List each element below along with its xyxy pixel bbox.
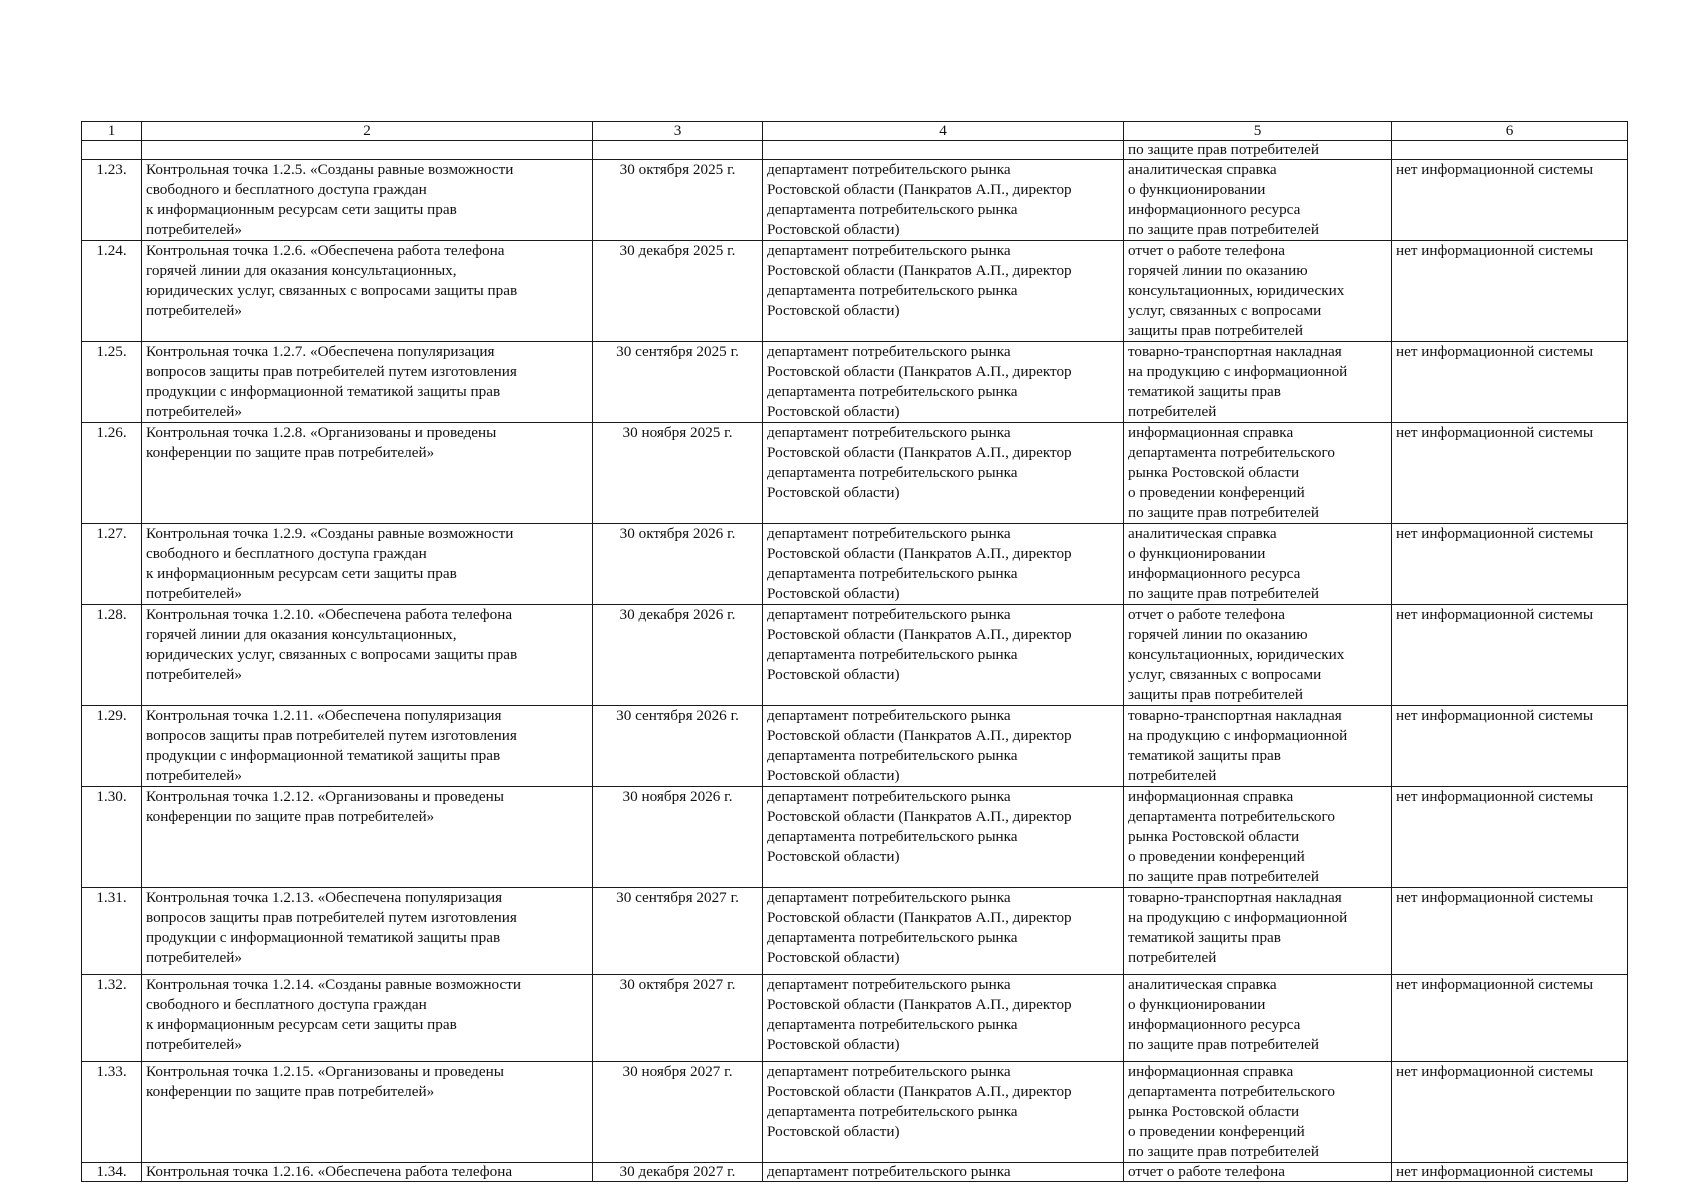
table-row: [82, 241, 1628, 342]
responsible-executor: департамент потребительского рынка Ростовской области (Панкратов А.П., директор департамента потребительского рынка Ростовской области): [763, 706, 1124, 787]
table-row: [82, 1163, 1628, 1182]
row-number: 1.23.: [82, 160, 142, 241]
row-number: 1.27.: [82, 524, 142, 605]
column-number: 5: [1124, 122, 1392, 141]
confirming-document: информационная справка департамента потребительского рынка Ростовской области о проведении конференций по защите прав потребителей: [1124, 423, 1392, 524]
row-number: 1.25.: [82, 342, 142, 423]
information-system: нет информационной системы: [1392, 524, 1628, 605]
deadline-date: 30 ноября 2025 г.: [593, 423, 763, 524]
document-cell: по защите прав потребителей: [1124, 141, 1392, 160]
empty-cell: [82, 141, 142, 160]
responsible-executor: департамент потребительского рынка: [763, 1163, 1124, 1182]
column-number: 1: [82, 122, 142, 141]
table-row: [82, 975, 1628, 1062]
confirming-document: аналитическая справка о функционировании информационного ресурса по защите прав потребителей: [1124, 524, 1392, 605]
table-row: [82, 888, 1628, 975]
empty-cell: [142, 141, 593, 160]
responsible-executor: департамент потребительского рынка Ростовской области (Панкратов А.П., директор департамента потребительского рынка Ростовской области): [763, 975, 1124, 1062]
information-system: нет информационной системы: [1392, 423, 1628, 524]
deadline-date: 30 ноября 2026 г.: [593, 787, 763, 888]
table-row: [82, 605, 1628, 706]
information-system: нет информационной системы: [1392, 1163, 1628, 1182]
confirming-document: информационная справка департамента потребительского рынка Ростовской области о проведении конференций по защите прав потребителей: [1124, 1062, 1392, 1163]
responsible-executor: департамент потребительского рынка Ростовской области (Панкратов А.П., директор департамента потребительского рынка Ростовской области): [763, 423, 1124, 524]
deadline-date: 30 декабря 2025 г.: [593, 241, 763, 342]
control-point-name: Контрольная точка 1.2.13. «Обеспечена популяризация вопросов защиты прав потребителей путем изготовления продукции с информационной тематикой защиты прав потребителей»: [142, 888, 593, 975]
row-number: 1.31.: [82, 888, 142, 975]
control-point-name: Контрольная точка 1.2.5. «Созданы равные возможности свободного и бесплатного доступа граждан к информационным ресурсам сети защиты прав потребителей»: [142, 160, 593, 241]
empty-cell: [593, 141, 763, 160]
row-number: 1.32.: [82, 975, 142, 1062]
control-point-name: Контрольная точка 1.2.6. «Обеспечена работа телефона горячей линии для оказания консультационных, юридических услуг, связанных с вопросами защиты прав потребителей»: [142, 241, 593, 342]
responsible-executor: департамент потребительского рынка Ростовской области (Панкратов А.П., директор департамента потребительского рынка Ростовской области): [763, 524, 1124, 605]
table-row: [82, 787, 1628, 888]
column-number: 4: [763, 122, 1124, 141]
control-point-name: Контрольная точка 1.2.16. «Обеспечена работа телефона: [142, 1163, 593, 1182]
continuation-row: [82, 141, 1628, 160]
responsible-executor: департамент потребительского рынка Ростовской области (Панкратов А.П., директор департамента потребительского рынка Ростовской области): [763, 1062, 1124, 1163]
control-point-name: Контрольная точка 1.2.15. «Организованы и проведены конференции по защите прав потребителей»: [142, 1062, 593, 1163]
information-system: нет информационной системы: [1392, 1062, 1628, 1163]
confirming-document: товарно-транспортная накладная на продукцию с информационной тематикой защиты прав потребителей: [1124, 888, 1392, 975]
deadline-date: 30 декабря 2027 г.: [593, 1163, 763, 1182]
confirming-document: товарно-транспортная накладная на продукцию с информационной тематикой защиты прав потребителей: [1124, 706, 1392, 787]
responsible-executor: департамент потребительского рынка Ростовской области (Панкратов А.П., директор департамента потребительского рынка Ростовской области): [763, 888, 1124, 975]
confirming-document: аналитическая справка о функционировании информационного ресурса по защите прав потребителей: [1124, 975, 1392, 1062]
information-system: нет информационной системы: [1392, 888, 1628, 975]
responsible-executor: департамент потребительского рынка Ростовской области (Панкратов А.П., директор департамента потребительского рынка Ростовской области): [763, 241, 1124, 342]
control-point-name: Контрольная точка 1.2.14. «Созданы равные возможности свободного и бесплатного доступа граждан к информационным ресурсам сети защиты прав потребителей»: [142, 975, 593, 1062]
row-number: 1.29.: [82, 706, 142, 787]
table-row: [82, 160, 1628, 241]
confirming-document: информационная справка департамента потребительского рынка Ростовской области о проведении конференций по защите прав потребителей: [1124, 787, 1392, 888]
control-point-name: Контрольная точка 1.2.10. «Обеспечена работа телефона горячей линии для оказания консультационных, юридических услуг, связанных с вопросами защиты прав потребителей»: [142, 605, 593, 706]
row-number: 1.30.: [82, 787, 142, 888]
deadline-date: 30 сентября 2027 г.: [593, 888, 763, 975]
control-point-name: Контрольная точка 1.2.7. «Обеспечена популяризация вопросов защиты прав потребителей путем изготовления продукции с информационной тематикой защиты прав потребителей»: [142, 342, 593, 423]
control-point-name: Контрольная точка 1.2.11. «Обеспечена популяризация вопросов защиты прав потребителей путем изготовления продукции с информационной тематикой защиты прав потребителей»: [142, 706, 593, 787]
column-number-row: [82, 122, 1628, 141]
confirming-document: отчет о работе телефона горячей линии по оказанию консультационных, юридических услуг, связанных с вопросами защиты прав потребителей: [1124, 241, 1392, 342]
empty-cell: [763, 141, 1124, 160]
column-number: 3: [593, 122, 763, 141]
control-points-table: [81, 121, 1628, 1182]
column-number: 6: [1392, 122, 1628, 141]
row-number: 1.34.: [82, 1163, 142, 1182]
confirming-document: отчет о работе телефона: [1124, 1163, 1392, 1182]
empty-cell: [1392, 141, 1628, 160]
control-point-name: Контрольная точка 1.2.8. «Организованы и проведены конференции по защите прав потребителей»: [142, 423, 593, 524]
information-system: нет информационной системы: [1392, 160, 1628, 241]
deadline-date: 30 сентября 2025 г.: [593, 342, 763, 423]
responsible-executor: департамент потребительского рынка Ростовской области (Панкратов А.П., директор департамента потребительского рынка Ростовской области): [763, 787, 1124, 888]
row-number: 1.28.: [82, 605, 142, 706]
confirming-document: товарно-транспортная накладная на продукцию с информационной тематикой защиты прав потребителей: [1124, 342, 1392, 423]
table-row: [82, 1062, 1628, 1163]
deadline-date: 30 октября 2026 г.: [593, 524, 763, 605]
control-point-name: Контрольная точка 1.2.9. «Созданы равные возможности свободного и бесплатного доступа граждан к информационным ресурсам сети защиты прав потребителей»: [142, 524, 593, 605]
responsible-executor: департамент потребительского рынка Ростовской области (Панкратов А.П., директор департамента потребительского рынка Ростовской области): [763, 605, 1124, 706]
responsible-executor: департамент потребительского рынка Ростовской области (Панкратов А.П., директор департамента потребительского рынка Ростовской области): [763, 342, 1124, 423]
information-system: нет информационной системы: [1392, 787, 1628, 888]
deadline-date: 30 декабря 2026 г.: [593, 605, 763, 706]
table-row: [82, 342, 1628, 423]
row-number: 1.33.: [82, 1062, 142, 1163]
table-row: [82, 423, 1628, 524]
information-system: нет информационной системы: [1392, 706, 1628, 787]
information-system: нет информационной системы: [1392, 241, 1628, 342]
row-number: 1.24.: [82, 241, 142, 342]
deadline-date: 30 октября 2027 г.: [593, 975, 763, 1062]
table-row: [82, 524, 1628, 605]
information-system: нет информационной системы: [1392, 605, 1628, 706]
row-number: 1.26.: [82, 423, 142, 524]
deadline-date: 30 сентября 2026 г.: [593, 706, 763, 787]
deadline-date: 30 ноября 2027 г.: [593, 1062, 763, 1163]
deadline-date: 30 октября 2025 г.: [593, 160, 763, 241]
confirming-document: аналитическая справка о функционировании информационного ресурса по защите прав потребителей: [1124, 160, 1392, 241]
information-system: нет информационной системы: [1392, 342, 1628, 423]
responsible-executor: департамент потребительского рынка Ростовской области (Панкратов А.П., директор департамента потребительского рынка Ростовской области): [763, 160, 1124, 241]
table-row: [82, 706, 1628, 787]
confirming-document: отчет о работе телефона горячей линии по оказанию консультационных, юридических услуг, связанных с вопросами защиты прав потребителей: [1124, 605, 1392, 706]
information-system: нет информационной системы: [1392, 975, 1628, 1062]
column-number: 2: [142, 122, 593, 141]
control-point-name: Контрольная точка 1.2.12. «Организованы и проведены конференции по защите прав потребителей»: [142, 787, 593, 888]
